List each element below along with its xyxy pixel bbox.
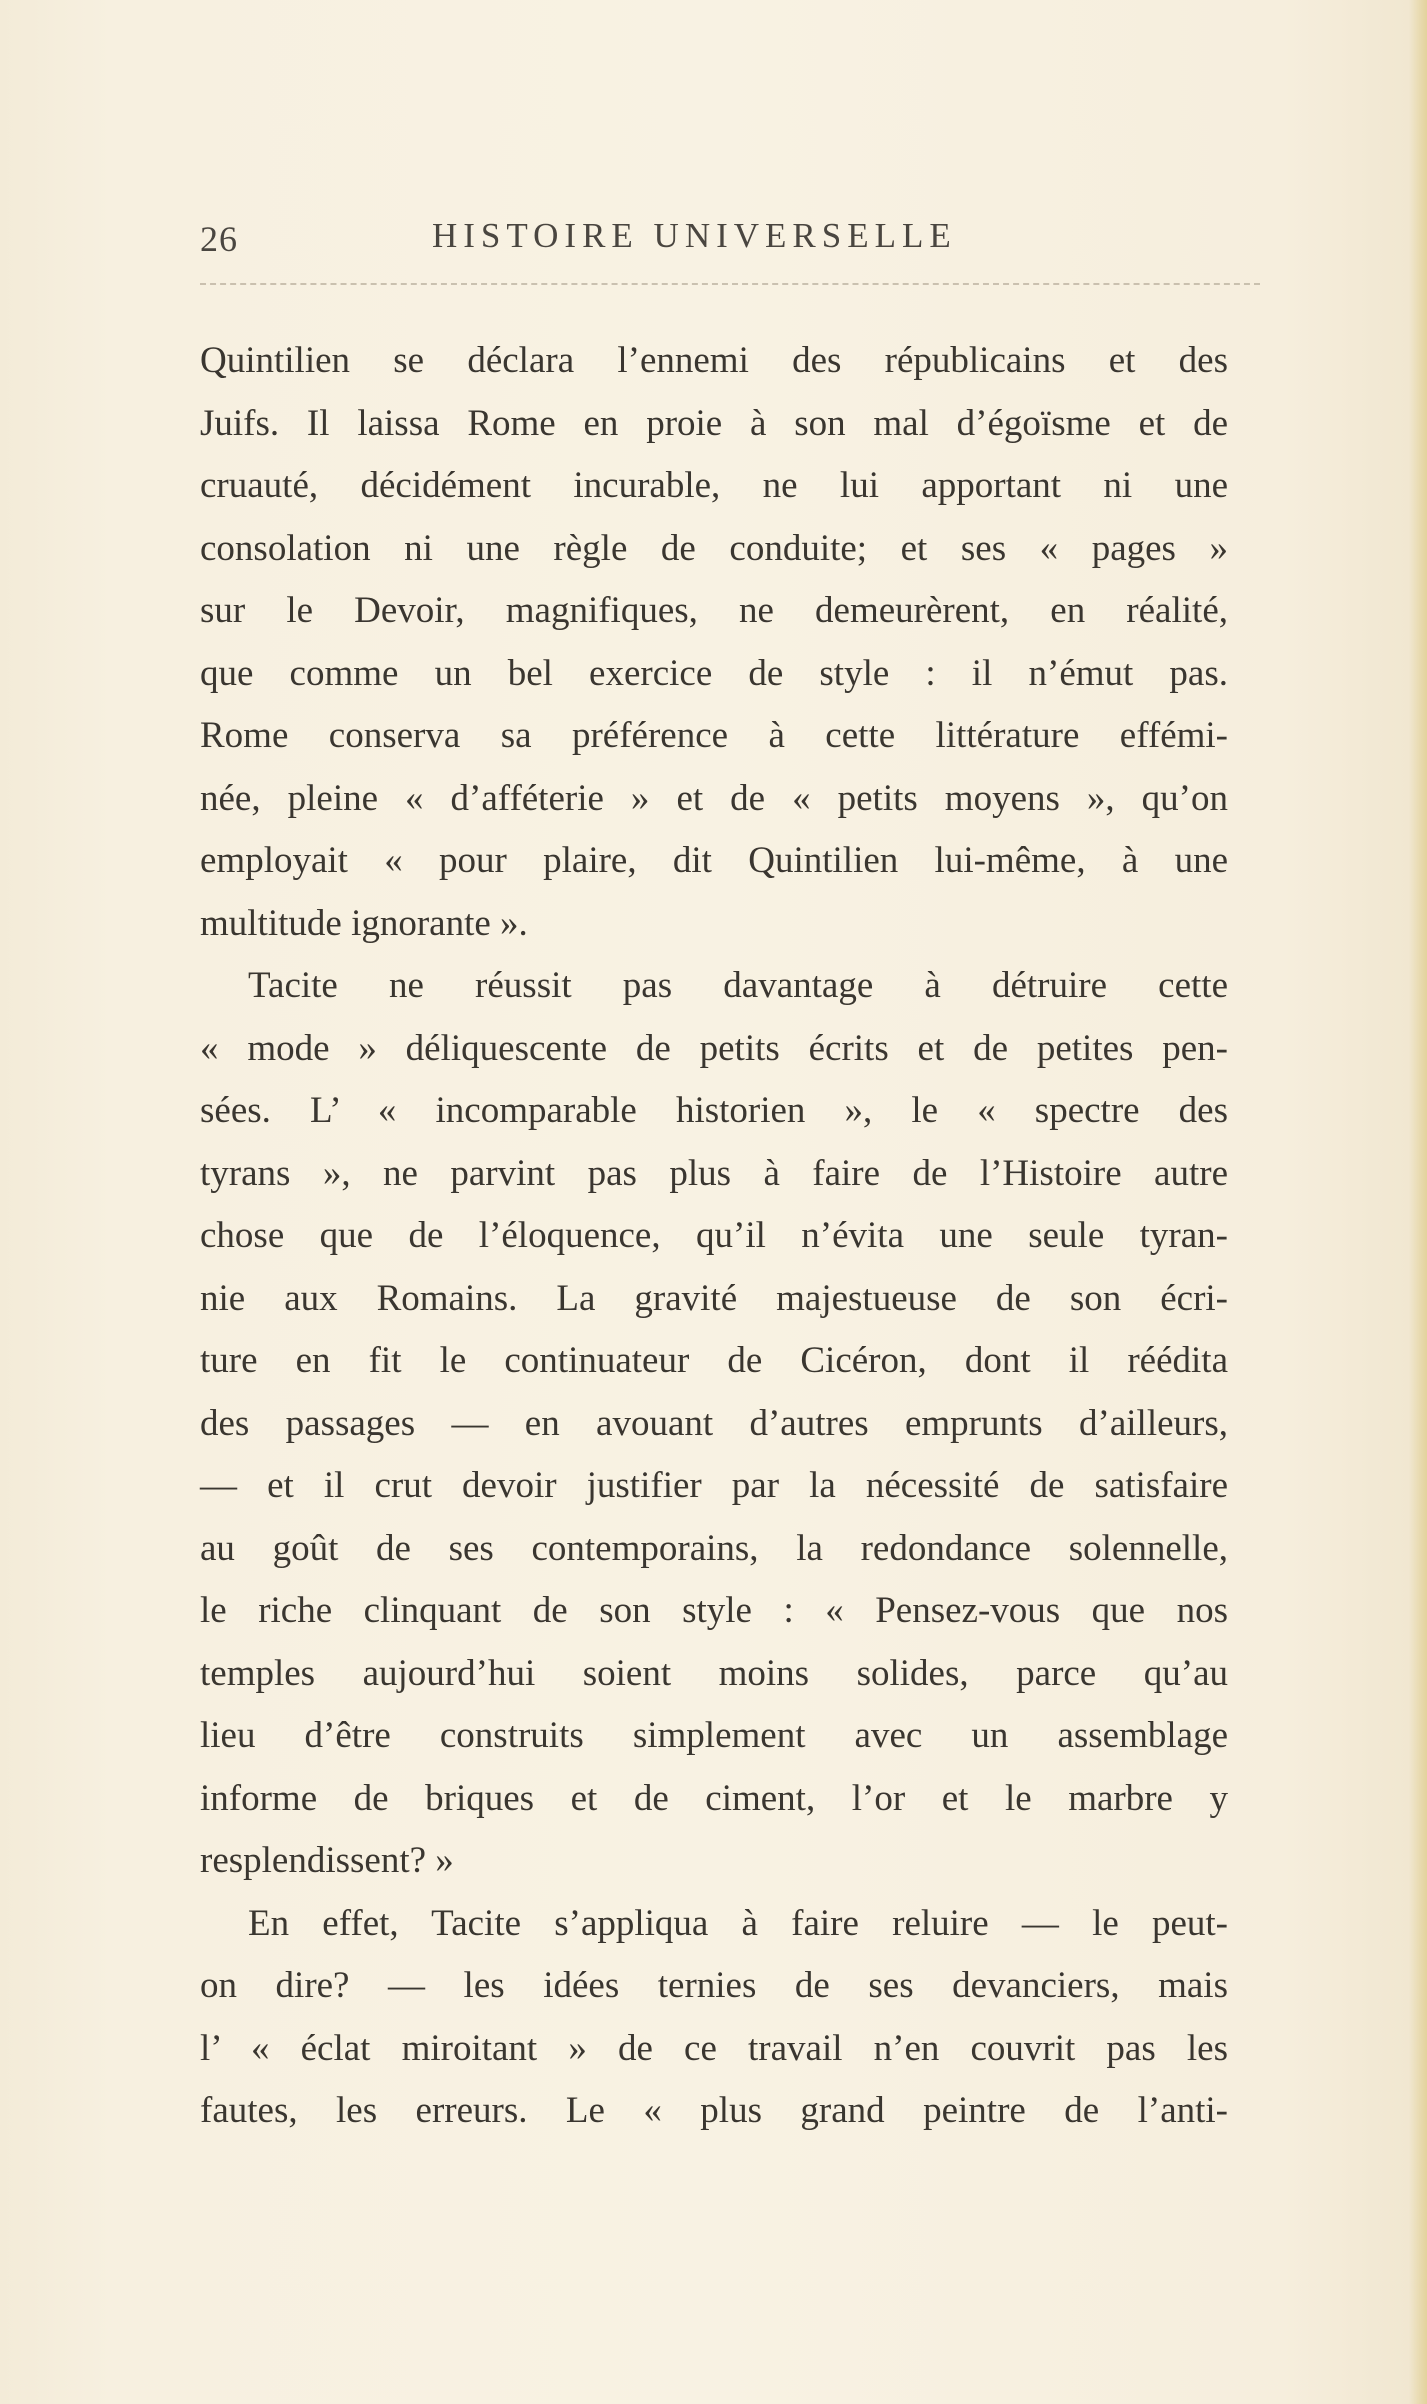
text-line: temples aujourd’hui soient moins solides, parce qu’au [200,1652,1228,1694]
text-line: sur le Devoir, magnifiques, ne demeurèrent, en réalité, [200,590,1228,631]
body-text [200,330,1228,2143]
text-line: Juifs. Il laissa Rome en proie à son mal d’égoïsme et de [200,402,1228,444]
text-line: multitude ignorante ». [200,902,528,944]
text-line: cruauté, décidément incurable, ne lui apportant ni une [200,465,1228,506]
text-line: ture en fit le continuateur de Cicéron, dont il réédita [200,1340,1228,1381]
text-line: fautes, les erreurs. Le « plus grand peintre de l’anti- [200,2090,1228,2131]
text-line: chose que de l’éloquence, qu’il n’évita une seule tyran- [200,1215,1228,1256]
text-line: des passages — en avouant d’autres emprunts d’ailleurs, [200,1402,1228,1444]
text-line: tyrans », ne parvint pas plus à faire de l’Histoire autre [200,1152,1228,1194]
page-number: 26 [200,219,238,259]
text-line: employait « pour plaire, dit Quintilien lui-même, à une [200,840,1228,881]
text-line: Tacite ne réussit pas davantage à détruire cette [248,965,1228,1006]
text-line: on dire? — les idées ternies de ses devanciers, mais [200,1965,1228,2006]
running-title: HISTOIRE UNIVERSELLE [432,216,957,255]
text-line: au goût de ses contemporains, la redondance solennelle, [200,1527,1228,1569]
text-line: consolation ni une règle de conduite; et ses « pages » [200,527,1228,569]
page-header [200,210,1260,270]
text-line: sées. L’ « incomparable historien », le « spectre des [200,1090,1228,1131]
text-line: — et il crut devoir justifier par la nécessité de satisfaire [200,1465,1228,1506]
text-line: née, pleine « d’afféterie » et de « petits moyens », qu’on [200,777,1228,819]
text-line: informe de briques et de ciment, l’or et le marbre y [200,1777,1228,1819]
text-line: nie aux Romains. La gravité majestueuse de son écri- [200,1277,1228,1319]
text-line: Quintilien se déclara l’ennemi des républicains et des [200,340,1228,381]
header-rule [200,283,1260,285]
text-line: « mode » déliquescente de petits écrits et de petites pen- [200,1027,1228,1069]
text-line: En effet, Tacite s’appliqua à faire reluire — le peut- [248,1902,1228,1944]
text-line: l’ « éclat miroitant » de ce travail n’en couvrit pas les [200,2027,1228,2069]
text-line: resplendissent? » [200,1840,454,1881]
text-line: que comme un bel exercice de style : il n’émut pas. [200,652,1228,694]
text-line: lieu d’être construits simplement avec un assemblage [200,1715,1228,1756]
text-line: le riche clinquant de son style : « Pensez-vous que nos [200,1590,1228,1631]
page-edge [1409,0,1427,2404]
text-line: Rome conserva sa préférence à cette littérature effémi- [200,715,1228,756]
